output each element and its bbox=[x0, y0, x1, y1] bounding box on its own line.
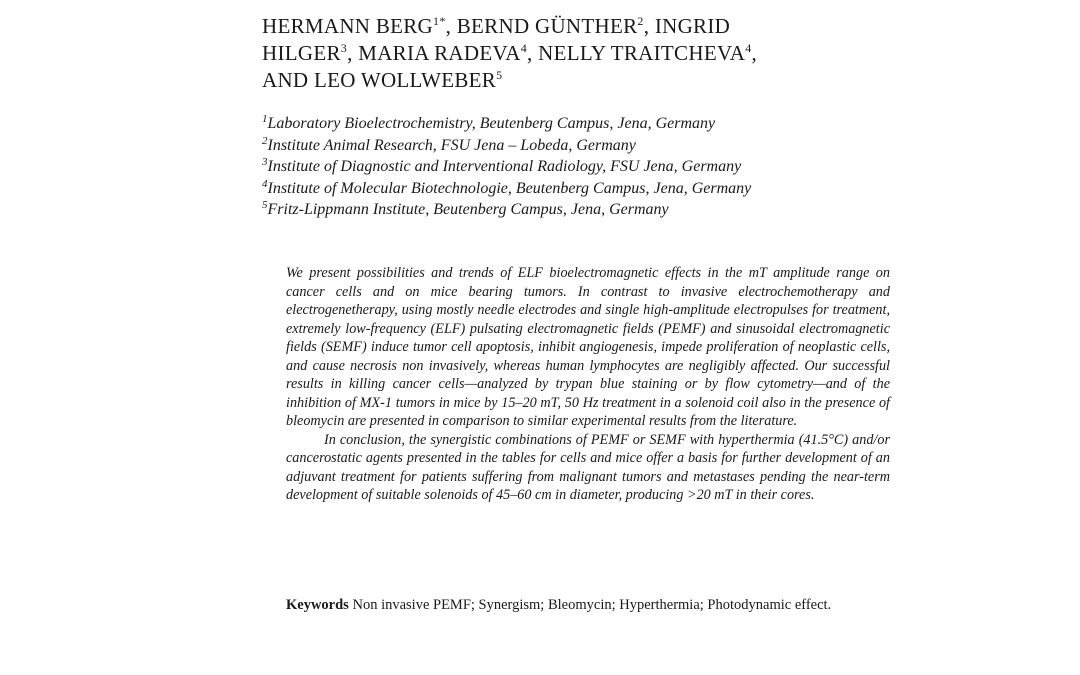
affiliation-text: Laboratory Bioelectrochemistry, Beutenberg Campus, Jena, Germany bbox=[267, 115, 716, 132]
keywords-text: Non invasive PEMF; Synergism; Bleomycin; Hyperthermia; Photodynamic effect. bbox=[352, 597, 832, 613]
author-affil-marker: 4 bbox=[520, 41, 528, 55]
affiliation-number: 4 bbox=[262, 177, 268, 190]
author-affil-marker: 3 bbox=[340, 41, 348, 55]
author-list bbox=[262, 13, 902, 94]
author-name: BERND GÜNTHER bbox=[456, 14, 638, 38]
affiliation-list bbox=[262, 113, 962, 221]
keywords bbox=[286, 596, 890, 615]
author-affil-marker: 5 bbox=[496, 68, 503, 82]
affiliation-number: 5 bbox=[262, 199, 268, 211]
author-name: HERMANN BERG bbox=[262, 14, 434, 38]
author-separator: , bbox=[445, 14, 457, 38]
author-affil-marker: 2 bbox=[637, 14, 644, 28]
affiliation-5 bbox=[262, 199, 962, 221]
author-affil-marker: 4 bbox=[745, 41, 752, 55]
affiliation-number: 1 bbox=[262, 113, 268, 125]
author-name: AND LEO WOLLWEBER bbox=[262, 68, 497, 92]
abstract-paragraph-2: In conclusion, the synergistic combinations of PEMF or SEMF with hyperthermia (41.5°C) and/or cancerostatic agents presented in the tables for cells and mice offer a basis for further development of an adjuvant treatment for patients suffering from malignant tumors and metastases pending the near-term development of suitable solenoids of 45–60 cm in diameter, producing >20 mT in their cores. bbox=[286, 431, 890, 503]
affiliation-1 bbox=[262, 113, 962, 135]
affiliation-text: Institute of Diagnostic and Interventional Radiology, FSU Jena, Germany bbox=[267, 158, 742, 175]
author-separator: , bbox=[527, 41, 539, 65]
affiliation-3 bbox=[262, 156, 962, 178]
keywords-label: Keywords bbox=[286, 597, 349, 613]
abstract-paragraph-1: We present possibilities and trends of ELF bioelectromagnetic effects in the mT amplitude range on cancer cells and on mice bearing tumors. In contrast to invasive electrochemotherapy and electrogenetherapy, using mostly needle electrodes and single high-amplitude electropulses for treatment, extremely low-frequency (ELF) pulsating electromagnetic fields (PEMF) and sinusoidal electromagnetic fields (SEMF) induce tumor cell apoptosis, inhibit angiogenesis, impede proliferation of neoplastic cells, and cause necrosis non invasively, whereas human lymphocytes are negligibly affected. Our successful results in killing cancer cells—analyzed by trypan blue staining or by flow cytometry—and of the inhibition of MX-1 tumors in mice by 15–20 mT, 50 Hz treatment in a solenoid coil also in the presence of bleomycin are presented in comparison to similar experimental results from the literature. bbox=[286, 265, 890, 429]
author-separator: , bbox=[347, 41, 359, 65]
author-separator: , bbox=[751, 41, 758, 65]
author-name: NELLY TRAITCHEVA bbox=[538, 41, 746, 65]
author-affil-marker: 1* bbox=[433, 14, 446, 28]
author-name: INGRID bbox=[654, 14, 731, 38]
author-line-3 bbox=[262, 67, 902, 94]
affiliation-2 bbox=[262, 135, 962, 157]
author-name: HILGER bbox=[262, 41, 341, 65]
affiliation-text: Institute of Molecular Biotechnologie, Beutenberg Campus, Jena, Germany bbox=[267, 179, 752, 197]
affiliation-number: 3 bbox=[262, 156, 268, 168]
affiliation-text: Fritz-Lippmann Institute, Beutenberg Campus, Jena, Germany bbox=[267, 201, 669, 218]
author-line-2 bbox=[262, 40, 902, 67]
author-line-1 bbox=[262, 13, 902, 40]
abstract bbox=[286, 264, 890, 505]
affiliation-text: Institute Animal Research, FSU Jena – Lobeda, Germany bbox=[267, 136, 636, 154]
author-separator: , bbox=[643, 14, 655, 38]
affiliation-4 bbox=[262, 178, 962, 200]
author-name: MARIA RADEVA bbox=[358, 41, 521, 65]
affiliation-number: 2 bbox=[262, 134, 268, 147]
